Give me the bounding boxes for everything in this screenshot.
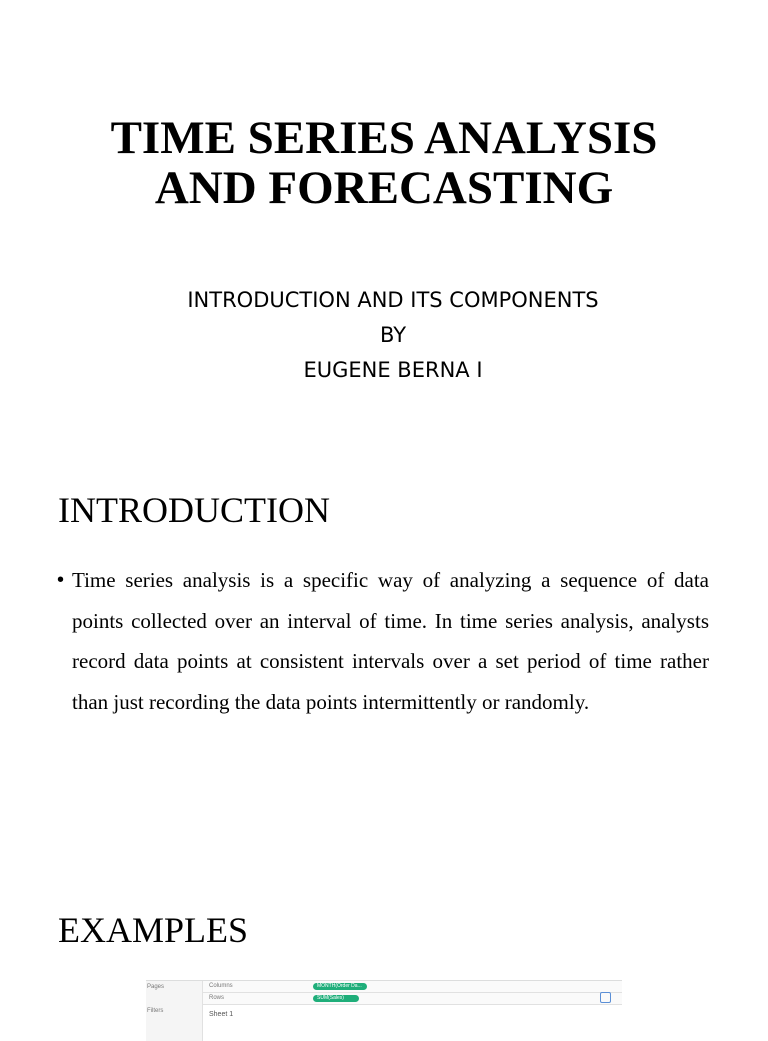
bullet-marker: • bbox=[57, 569, 65, 591]
subtitle-line-2: BY bbox=[379, 323, 407, 347]
columns-label: Columns bbox=[209, 983, 233, 989]
columns-pill-text: MONTH(Order Da... bbox=[317, 983, 362, 989]
subtitle-line-1: INTRODUCTION AND ITS COMPONENTS bbox=[187, 288, 599, 312]
rows-pill-text: SUM(Sales) bbox=[317, 995, 344, 1001]
presentation-title bbox=[0, 113, 768, 213]
screenshot-side-panel bbox=[146, 981, 203, 1041]
rows-label: Rows bbox=[209, 995, 225, 1001]
sheet-label: Sheet 1 bbox=[209, 1011, 234, 1018]
fit-view-icon bbox=[600, 992, 611, 1003]
bullet-item: Time series analysis is a specific way of analyzing a sequence of data points collected over an interval of time. In time series analysis, analysts record data points at consistent intervals over a set period of time rather than just recording the data points intermittently or randomly. bbox=[72, 568, 709, 714]
columns-shelf bbox=[203, 981, 622, 993]
filters-label: Filters bbox=[147, 1008, 164, 1014]
presentation-subtitle bbox=[0, 283, 768, 388]
introduction-heading: INTRODUCTION bbox=[58, 490, 330, 530]
rows-shelf bbox=[203, 993, 622, 1005]
subtitle-line-3: EUGENE BERNA I bbox=[303, 358, 483, 382]
title-line-1: TIME SERIES ANALYSIS bbox=[110, 112, 658, 164]
title-slide bbox=[0, 0, 768, 456]
title-line-2: AND FORECASTING bbox=[154, 162, 614, 214]
screenshot-sheet-area bbox=[203, 1005, 622, 1041]
examples-slide bbox=[0, 886, 768, 1024]
examples-heading: EXAMPLES bbox=[58, 910, 249, 950]
rows-pill bbox=[313, 995, 359, 1002]
bullet-list bbox=[57, 560, 709, 743]
pages-label: Pages bbox=[147, 984, 165, 990]
example-screenshot bbox=[146, 980, 622, 1041]
introduction-slide bbox=[0, 456, 768, 886]
columns-pill bbox=[313, 983, 367, 990]
